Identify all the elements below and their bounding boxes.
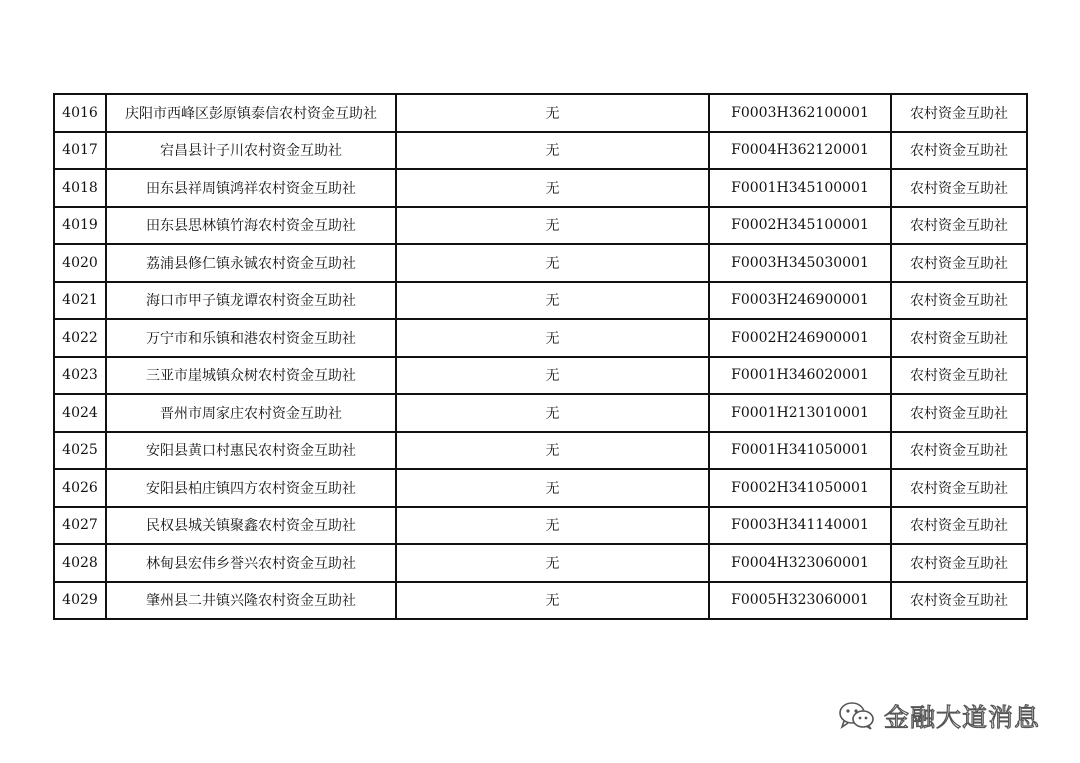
license-code-cell: F0002H246900001: [709, 319, 891, 357]
institution-name-cell: 林甸县宏伟乡誉兴农村资金互助社: [106, 544, 396, 582]
license-code-cell: F0001H346020001: [709, 357, 891, 395]
institution-name-cell: 万宁市和乐镇和港农村资金互助社: [106, 319, 396, 357]
row-number-cell: 4027: [54, 507, 106, 545]
institution-type-cell: 农村资金互助社: [891, 469, 1027, 507]
table-row: [54, 169, 1027, 207]
institution-name-cell: 庆阳市西峰区彭原镇泰信农村资金互助社: [106, 94, 396, 132]
license-code-cell: F0002H345100001: [709, 207, 891, 245]
status-cell: 无: [396, 132, 709, 170]
registry-table-body: [54, 94, 1027, 619]
institution-name-cell: 海口市甲子镇龙谭农村资金互助社: [106, 282, 396, 320]
institution-type-cell: 农村资金互助社: [891, 169, 1027, 207]
row-number-cell: 4028: [54, 544, 106, 582]
institution-name-cell: 田东县思林镇竹海农村资金互助社: [106, 207, 396, 245]
table-row: [54, 207, 1027, 245]
watermark-text: 金融大道消息: [884, 703, 1041, 732]
license-code-cell: F0003H341140001: [709, 507, 891, 545]
status-cell: 无: [396, 544, 709, 582]
institution-name-cell: 民权县城关镇聚鑫农村资金互助社: [106, 507, 396, 545]
row-number-cell: 4018: [54, 169, 106, 207]
row-number-cell: 4017: [54, 132, 106, 170]
row-number-cell: 4021: [54, 282, 106, 320]
status-cell: 无: [396, 207, 709, 245]
license-code-cell: F0003H246900001: [709, 282, 891, 320]
row-number-cell: 4020: [54, 244, 106, 282]
row-number-cell: 4029: [54, 582, 106, 620]
institution-name-cell: 安阳县黄口村惠民农村资金互助社: [106, 432, 396, 470]
table-row: [54, 132, 1027, 170]
row-number-cell: 4022: [54, 319, 106, 357]
institution-type-cell: 农村资金互助社: [891, 394, 1027, 432]
status-cell: 无: [396, 394, 709, 432]
table-row: [54, 507, 1027, 545]
institution-name-cell: 宕昌县计子川农村资金互助社: [106, 132, 396, 170]
registry-table: [53, 93, 1028, 620]
table-row: [54, 394, 1027, 432]
institution-type-cell: 农村资金互助社: [891, 432, 1027, 470]
status-cell: 无: [396, 357, 709, 395]
watermark: [838, 698, 1040, 734]
institution-type-cell: 农村资金互助社: [891, 94, 1027, 132]
license-code-cell: F0001H341050001: [709, 432, 891, 470]
table-row: [54, 282, 1027, 320]
table-row: [54, 94, 1027, 132]
status-cell: 无: [396, 432, 709, 470]
status-cell: 无: [396, 244, 709, 282]
status-cell: 无: [396, 507, 709, 545]
license-code-cell: F0004H323060001: [709, 544, 891, 582]
status-cell: 无: [396, 582, 709, 620]
license-code-cell: F0001H345100001: [709, 169, 891, 207]
status-cell: 无: [396, 169, 709, 207]
license-code-cell: F0002H341050001: [709, 469, 891, 507]
table-row: [54, 469, 1027, 507]
row-number-cell: 4025: [54, 432, 106, 470]
institution-type-cell: 农村资金互助社: [891, 507, 1027, 545]
table-row: [54, 357, 1027, 395]
table-row: [54, 544, 1027, 582]
table-row: [54, 582, 1027, 620]
institution-type-cell: 农村资金互助社: [891, 207, 1027, 245]
row-number-cell: 4023: [54, 357, 106, 395]
institution-name-cell: 肇州县二井镇兴隆农村资金互助社: [106, 582, 396, 620]
institution-type-cell: 农村资金互助社: [891, 582, 1027, 620]
institution-name-cell: 三亚市崖城镇众树农村资金互助社: [106, 357, 396, 395]
status-cell: 无: [396, 469, 709, 507]
institution-type-cell: 农村资金互助社: [891, 544, 1027, 582]
table-row: [54, 244, 1027, 282]
row-number-cell: 4019: [54, 207, 106, 245]
license-code-cell: F0003H345030001: [709, 244, 891, 282]
row-number-cell: 4026: [54, 469, 106, 507]
status-cell: 无: [396, 94, 709, 132]
institution-type-cell: 农村资金互助社: [891, 244, 1027, 282]
institution-type-cell: 农村资金互助社: [891, 357, 1027, 395]
wechat-icon: [838, 701, 876, 731]
institution-name-cell: 晋州市周家庄农村资金互助社: [106, 394, 396, 432]
institution-type-cell: 农村资金互助社: [891, 132, 1027, 170]
institution-name-cell: 荔浦县修仁镇永铖农村资金互助社: [106, 244, 396, 282]
table-row: [54, 319, 1027, 357]
row-number-cell: 4024: [54, 394, 106, 432]
license-code-cell: F0005H323060001: [709, 582, 891, 620]
license-code-cell: F0004H362120001: [709, 132, 891, 170]
institution-name-cell: 田东县祥周镇鸿祥农村资金互助社: [106, 169, 396, 207]
row-number-cell: 4016: [54, 94, 106, 132]
status-cell: 无: [396, 319, 709, 357]
institution-name-cell: 安阳县柏庄镇四方农村资金互助社: [106, 469, 396, 507]
institution-type-cell: 农村资金互助社: [891, 282, 1027, 320]
institution-type-cell: 农村资金互助社: [891, 319, 1027, 357]
status-cell: 无: [396, 282, 709, 320]
license-code-cell: F0001H213010001: [709, 394, 891, 432]
table-row: [54, 432, 1027, 470]
license-code-cell: F0003H362100001: [709, 94, 891, 132]
